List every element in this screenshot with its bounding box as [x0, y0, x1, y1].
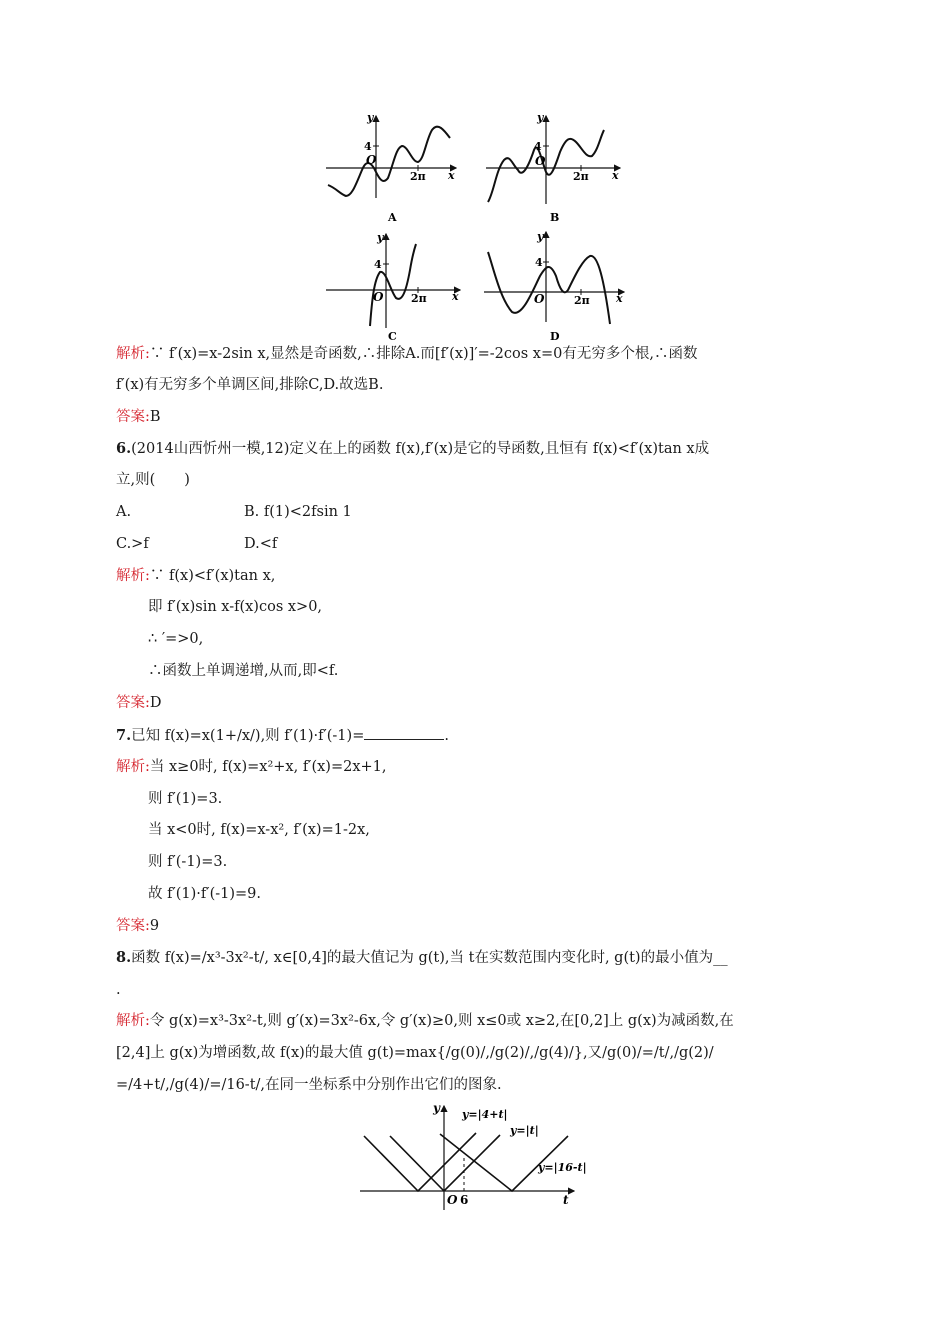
- q7-analysis-text-2: 则 f′(1)=3.: [148, 791, 223, 807]
- q8-analysis-label: 解析:: [116, 1013, 150, 1029]
- graph-a-label: A: [388, 211, 397, 224]
- graph-a-xtick: 2π: [410, 170, 426, 183]
- q6-answer: D: [149, 695, 162, 711]
- q7-analysis-label: 解析:: [116, 759, 150, 775]
- q7-analysis-line-1: [116, 757, 387, 777]
- graph-d-xlabel: x: [616, 292, 623, 305]
- q6-analysis-text-4: ∴函数上单调递增,从而,即<f.: [148, 663, 339, 679]
- q5-analysis-line-2: [116, 375, 383, 395]
- q6-analysis-label: 解析:: [116, 568, 150, 584]
- q7-analysis-text-3: 当 x<0时, f(x)=x-x², f′(x)=1-2x,: [148, 822, 370, 838]
- q6-analysis-text-2: 即 f′(x)sin x-f(x)cos x>0,: [148, 599, 323, 615]
- q7-analysis-text-1: 当 x≥0时, f(x)=x²+x, f′(x)=2x+1,: [149, 759, 387, 775]
- q7-answer: 9: [149, 918, 160, 934]
- graph-c-xtick: 2π: [411, 292, 427, 305]
- graph-d-xtick: 2π: [574, 294, 590, 307]
- q7-analysis-text-4: 则 f′(-1)=3.: [148, 854, 228, 870]
- q6-option-a[interactable]: A.: [116, 504, 132, 520]
- q5-analysis-line-1: [116, 344, 697, 364]
- q6-option-b[interactable]: B. f(1)<2fsin 1: [244, 504, 352, 520]
- q5-answer: B: [149, 409, 161, 425]
- bottom-graph-ylabel: y: [433, 1101, 440, 1115]
- option-graphs: [0, 0, 950, 345]
- bottom-graph-xlabel: t: [563, 1193, 569, 1207]
- graph-a-origin: O: [366, 153, 377, 167]
- q7-answer-line: [116, 916, 159, 936]
- q6-analysis-line-1: [116, 566, 275, 586]
- q7-stem-line: [116, 725, 449, 746]
- graph-d-label: D: [550, 330, 560, 343]
- q6-stem-line-1: [116, 439, 709, 459]
- graph-c-ylabel: y: [377, 231, 384, 244]
- q7-number: 7.: [116, 727, 132, 744]
- q5-analysis-text-1: ∵ f′(x)=x-2sin x,显然是奇函数,∴排除A.而[f′(x)]′=-2cos x=0有无穷多个根,∴函数: [149, 346, 698, 362]
- q6-number: 6.: [116, 440, 132, 457]
- graph-a-ytick: 4: [364, 140, 372, 153]
- graph-b: [486, 111, 620, 224]
- q6-answer-line: [116, 693, 162, 713]
- q6-stem-line-2: [116, 470, 190, 490]
- graph-c-ytick: 4: [374, 258, 382, 271]
- q7-analysis-text-5: 故 f′(1)·f′(-1)=9.: [148, 886, 261, 902]
- graph-b-ylabel: y: [537, 111, 544, 124]
- bottom-graph-origin: O: [447, 1193, 458, 1207]
- graph-b-xlabel: x: [612, 169, 619, 182]
- q8-analysis-line-1: [116, 1011, 734, 1031]
- q7-answer-blank[interactable]: [364, 725, 444, 740]
- q8-stem-2: .: [116, 982, 121, 998]
- graph-d-ytick: 4: [535, 256, 543, 269]
- graph-c-origin: O: [373, 290, 384, 304]
- q7-stem-end: .: [444, 728, 449, 744]
- graph-label-t: y=|t|: [510, 1124, 539, 1137]
- absolute-value-graph: [0, 1098, 950, 1228]
- q8-analysis-text-3: =/4+t/,/g(4)/=/16-t/,在同一坐标系中分别作出它们的图象.: [116, 1077, 502, 1093]
- graph-label-4-plus-t: y=|4+t|: [462, 1108, 508, 1121]
- graph-b-xtick: 2π: [573, 170, 589, 183]
- graph-a: [326, 111, 456, 224]
- q6-answer-label: 答案:: [116, 695, 150, 711]
- graph-d-ylabel: y: [537, 230, 544, 243]
- q6-analysis-text-1: ∵ f(x)<f′(x)tan x,: [149, 568, 276, 584]
- graph-d: [484, 230, 624, 343]
- graph-b-ytick: 4: [534, 140, 542, 153]
- q6-option-c[interactable]: C.>f: [116, 536, 149, 552]
- graph-c: [326, 231, 460, 343]
- q8-stem-line-1: [116, 948, 728, 968]
- q6-analysis-text-3: ∴ ′=>0,: [148, 631, 204, 647]
- q6-stem-2: 立,则( ): [116, 472, 190, 488]
- q7-stem: 已知 f(x)=x(1+/x/),则 f′(1)·f′(-1)=: [131, 728, 365, 744]
- graph-a-xlabel: x: [448, 169, 455, 182]
- q8-stem-1: 函数 f(x)=/x³-3x²-t/, x∈[0,4]的最大值记为 g(t),当 t在实数范围内变化时, g(t)的最小值为__: [131, 950, 728, 966]
- q5-answer-line: [116, 407, 161, 427]
- q8-number: 8.: [116, 949, 132, 966]
- q8-analysis-text-1: 令 g(x)=x³-3x²-t,则 g′(x)=3x²-6x,令 g′(x)≥0,则 x≤0或 x≥2,在[0,2]上 g(x)为减函数,在: [149, 1013, 734, 1029]
- q6-stem-1: (2014山西忻州一模,12)定义在上的函数 f(x),f′(x)是它的导函数,且恒有 f(x)<f′(x)tan x成: [131, 441, 710, 457]
- q6-option-d[interactable]: D.<f: [244, 536, 278, 552]
- graph-c-xlabel: x: [452, 290, 459, 303]
- graph-b-label: B: [550, 211, 560, 224]
- q5-answer-label: 答案:: [116, 409, 150, 425]
- q7-answer-label: 答案:: [116, 918, 150, 934]
- q5-analysis-text-2: f′(x)有无穷多个单调区间,排除C,D.故选B.: [116, 377, 384, 393]
- q5-analysis-label: 解析:: [116, 346, 150, 362]
- q8-analysis-text-2: [2,4]上 g(x)为增函数,故 f(x)的最大值 g(t)=max{/g(0)/,/g(2)/,/g(4)/},又/g(0)/=/t/,/g(2)/: [116, 1045, 714, 1061]
- graph-c-label: C: [388, 330, 397, 343]
- graph-label-16-minus-t: y=|16-t|: [538, 1161, 587, 1174]
- bottom-graph-tick-6: 6: [460, 1193, 469, 1207]
- q8-stem-line-2: [116, 980, 121, 1000]
- graph-d-origin: O: [534, 292, 545, 306]
- graph-a-ylabel: y: [367, 111, 374, 124]
- graph-b-origin: O: [535, 154, 546, 168]
